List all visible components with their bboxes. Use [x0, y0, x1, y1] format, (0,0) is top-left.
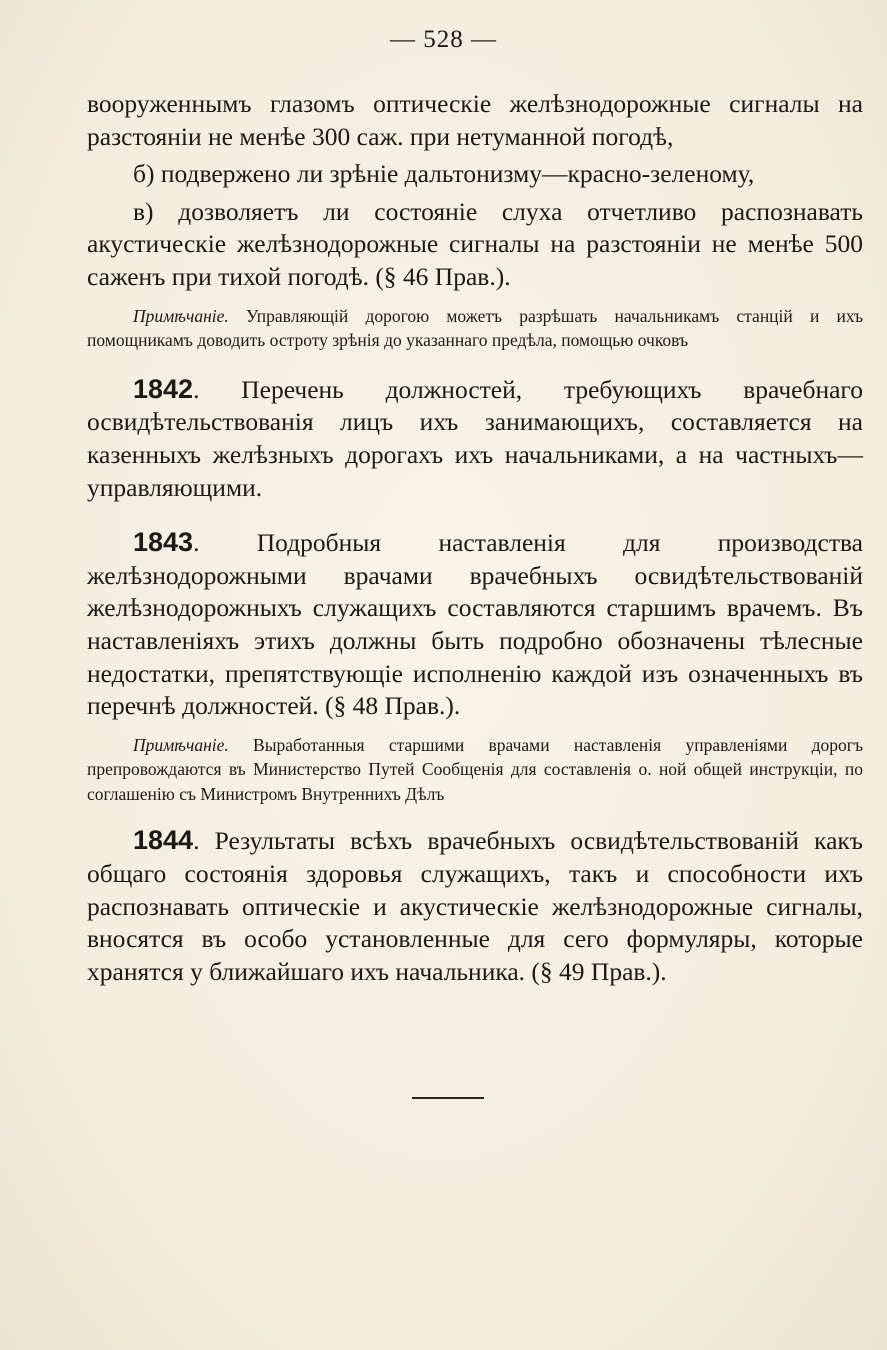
page-body [87, 88, 863, 988]
paragraph-item-b: б) подвержено ли зрѣніе дальтонизму—красно-зеленому, [133, 159, 755, 189]
note-label: Примѣчаніе. [133, 305, 229, 326]
article-1842 [87, 373, 863, 504]
article-text: . Перечень должностей, требующихъ врачебнаго освидѣтельствованія лицъ ихъ занимающихъ, составляется на казенныхъ желѣзныхъ дорогахъ ихъ начальниками, а на частныхъ—управляющими. [87, 374, 863, 502]
article-number: 1842 [133, 373, 194, 404]
paragraph-continuation: вооруженнымъ глазомъ оптическіе желѣзнодорожные сигналы на разстояніи не менѣе 300 саж. при нетуманной погодѣ, [87, 89, 863, 151]
section-divider [412, 1097, 484, 1099]
note-text: Управляющій дорогою можетъ разрѣшать начальникамъ станцій и ихъ помощникамъ доводить остроту зрѣнія до указаннаго предѣла, помощью очковъ [87, 305, 863, 351]
article-1843 [87, 526, 863, 723]
article-number: 1843 [133, 527, 194, 558]
article-text: . Результаты всѣхъ врачебныхъ освидѣтельствованій какъ общаго состоянія здоровья служащихъ, такъ и способности ихъ распознавать оптическіе и акустическіе желѣзнодорожные сигналы, вносятся въ особо установленные для сего формуляры, которые хранятся у ближайшаго ихъ начальника. (§ 49 Прав.). [87, 826, 863, 986]
page-number: — 528 — [390, 26, 497, 53]
note-1 [87, 304, 863, 353]
article-text: . Подробныя наставленія для производства желѣзнодорожными врачами врачебныхъ освидѣтельствованій желѣзнодорожныхъ служащихъ составляются старшимъ врачемъ. Въ наставленіяхъ этихъ должны быть подробно обозначены тѣлесные недостатки, препятствующіе исполненію каждой изъ означенныхъ въ перечнѣ должностей. (§ 48 Прав.). [87, 528, 863, 721]
paragraph-item-v: в) дозволяетъ ли состояніе слуха отчетливо распознавать акустическіе желѣзнодорожные сигналы на разстояніи не менѣе 500 саженъ при тихой погодѣ. (§ 46 Прав.). [87, 196, 863, 291]
note-label: Примѣчаніе. [133, 734, 229, 755]
article-1844 [87, 824, 863, 988]
note-2 [87, 733, 863, 807]
note-text: Выработанныя старшими врачами наставленія управленіями дорогъ препровождаются въ Министерство Путей Сообщенія для составленія о. ной общей инструкціи, по соглашенію съ Министромъ Внутреннихъ Дѣлъ [87, 734, 863, 804]
article-number: 1844 [133, 825, 194, 856]
